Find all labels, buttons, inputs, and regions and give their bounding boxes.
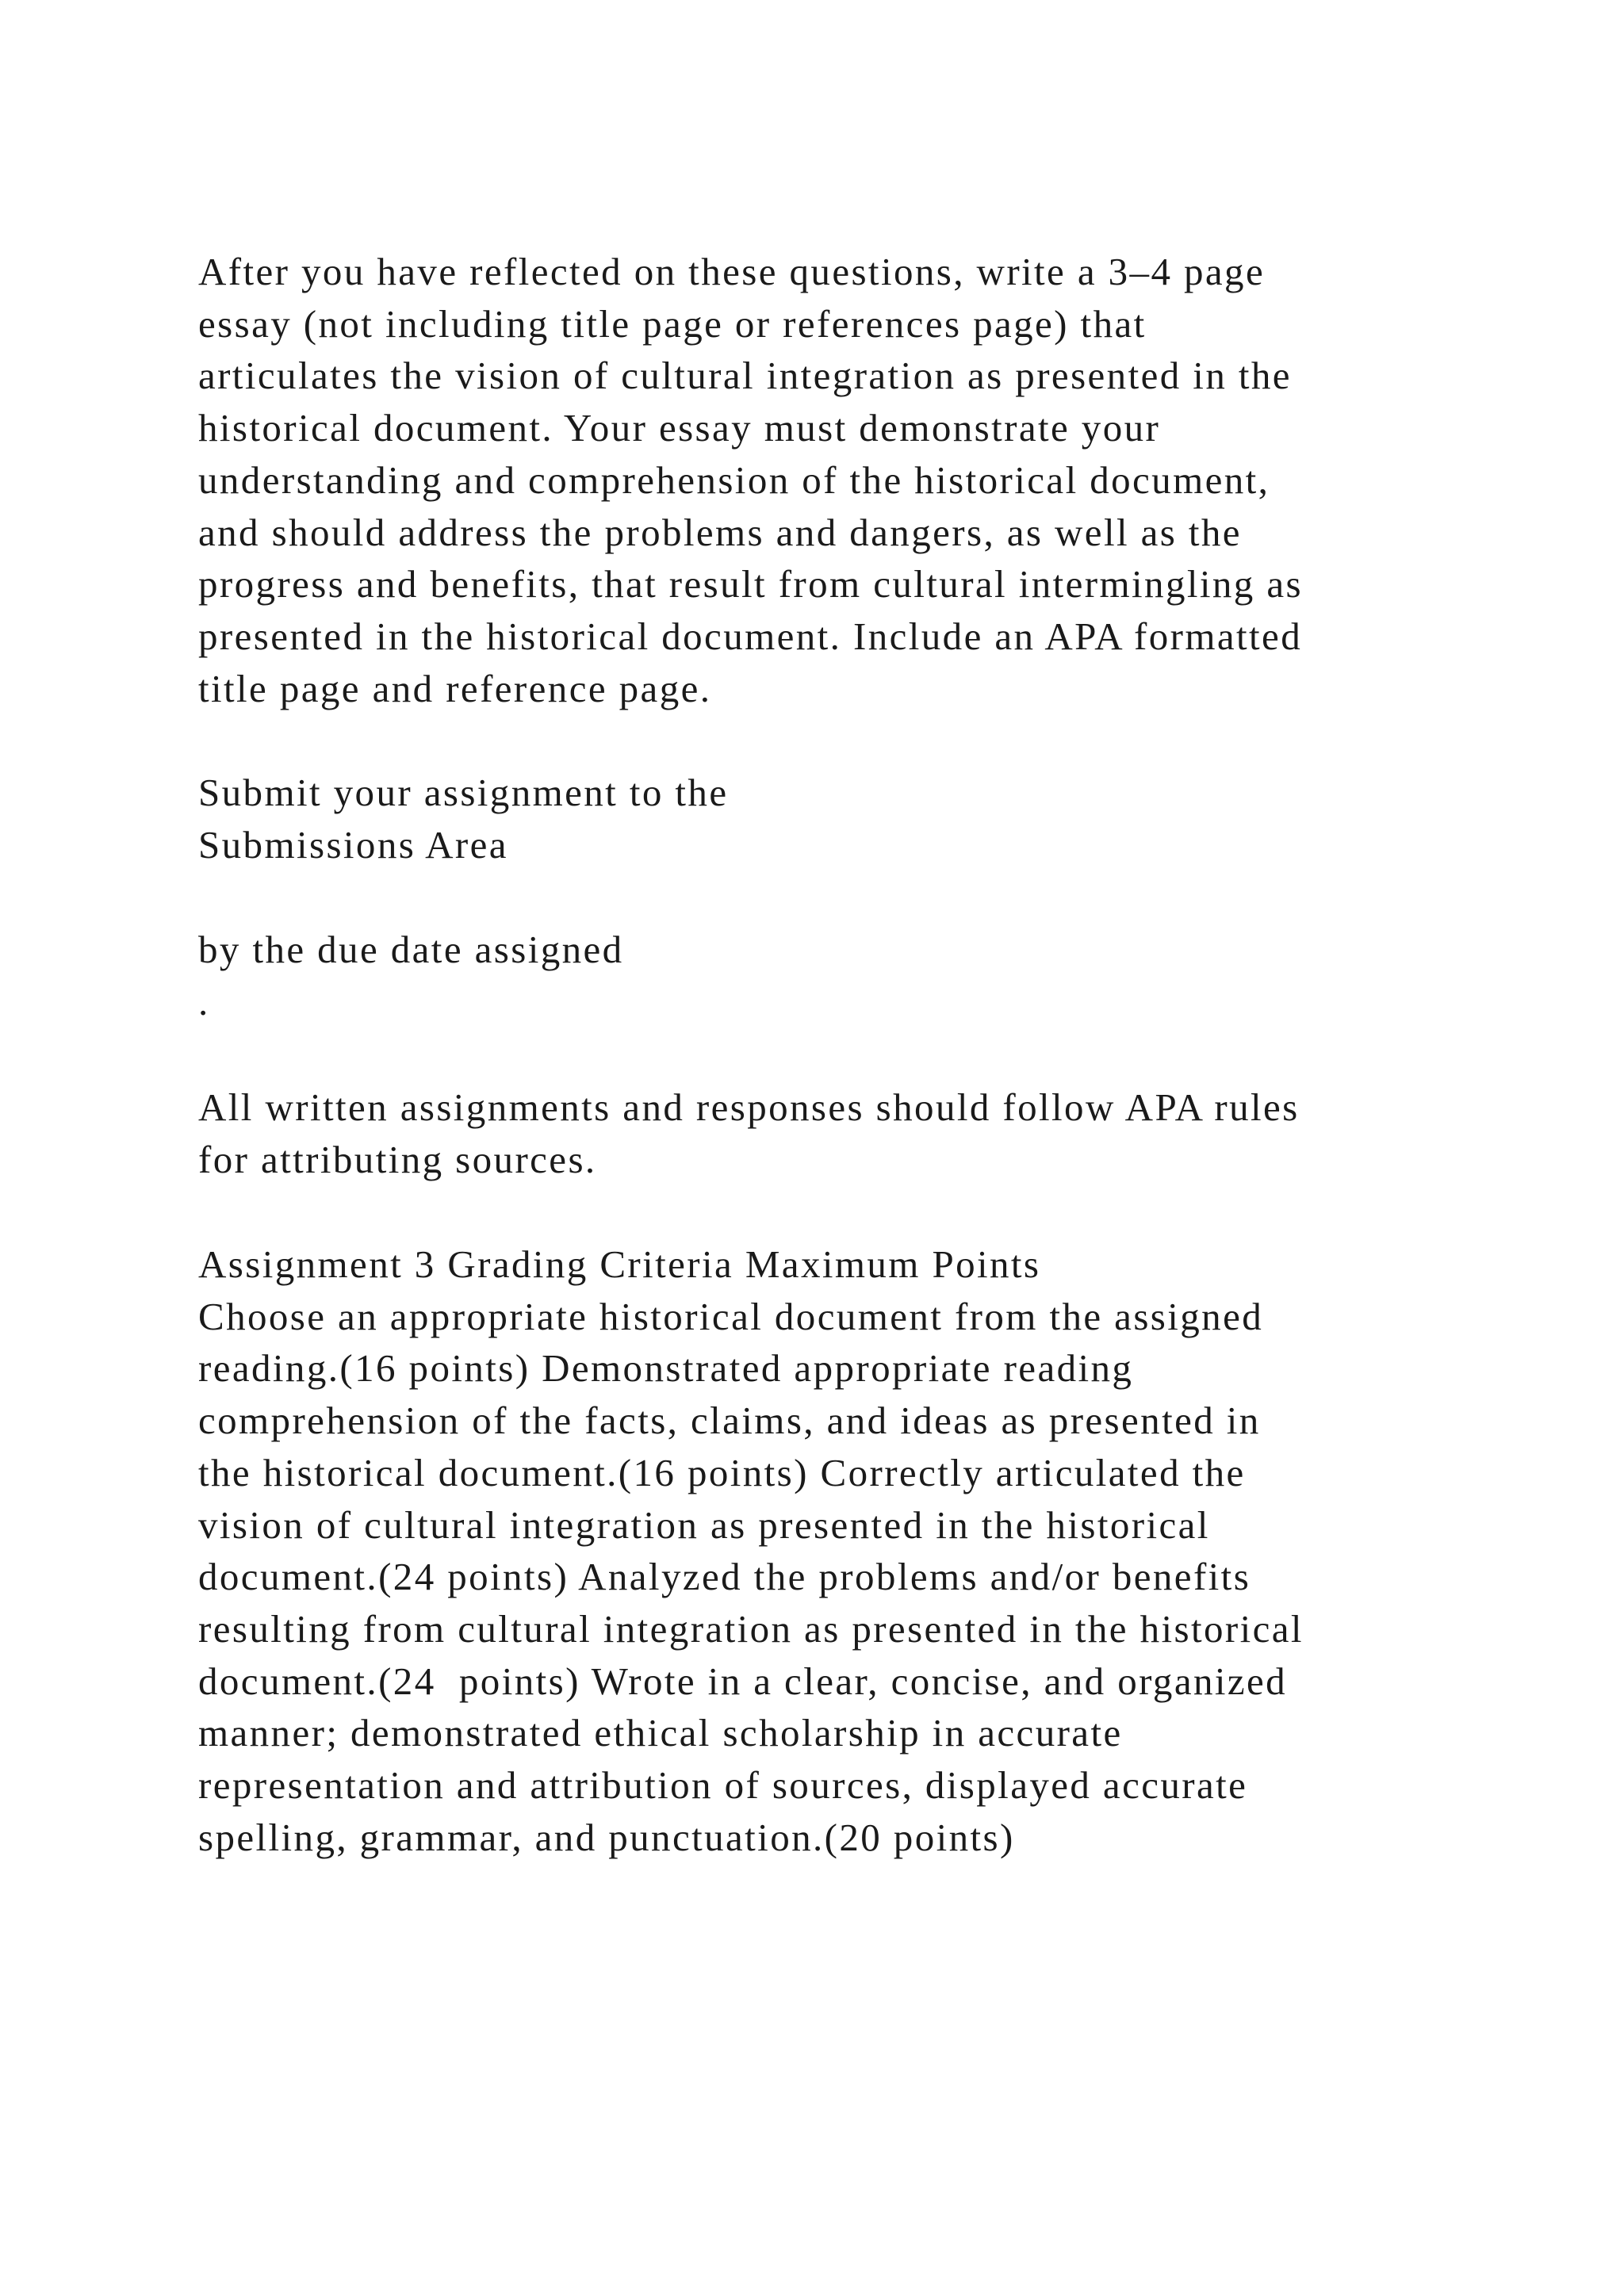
text-line: progress and benefits, that result from cultural intermingling as xyxy=(198,562,1303,607)
text-line: and should address the problems and dangers, as well as the xyxy=(198,510,1242,554)
text-line: . xyxy=(198,979,210,1024)
text-line: essay (not including title page or references page) that xyxy=(198,301,1147,346)
text-line: Assignment 3 Grading Criteria Maximum Points xyxy=(198,1242,1041,1286)
instructions-paragraph xyxy=(198,246,1546,714)
text-line: comprehension of the facts, claims, and ideas as presented in xyxy=(198,1399,1261,1443)
apa-rules-paragraph xyxy=(198,1081,1546,1185)
text-line: the historical document.(16 points) Correctly articulated the xyxy=(198,1450,1246,1494)
text-line: spelling, grammar, and punctuation.(20 points) xyxy=(198,1815,1015,1859)
text-line: understanding and comprehension of the historical document, xyxy=(198,457,1270,502)
text-line: Choose an appropriate historical document from the assigned xyxy=(198,1294,1264,1338)
text-line: presented in the historical document. Include an APA formatted xyxy=(198,614,1303,658)
text-line: Submissions Area xyxy=(198,822,508,867)
text-line: by the due date assigned xyxy=(198,928,624,971)
text-line: representation and attribution of sources, displayed accurate xyxy=(198,1763,1248,1808)
text-line: articulates the vision of cultural integration as presented in the xyxy=(198,354,1292,398)
submit-instruction xyxy=(198,767,1546,871)
text-line: title page and reference page. xyxy=(198,666,712,710)
text-line: document.(24 points) Analyzed the problems and/or benefits xyxy=(198,1555,1251,1599)
text-line: for attributing sources. xyxy=(198,1137,597,1181)
text-line: manner; demonstrated ethical scholarship in accurate xyxy=(198,1711,1123,1755)
text-line: vision of cultural integration as presented in the historical xyxy=(198,1502,1210,1547)
due-date-instruction xyxy=(198,924,1546,1027)
text-line: Submit your assignment to the xyxy=(198,771,729,814)
text-line: document.(24 points) Wrote in a clear, concise, and organized xyxy=(198,1659,1288,1703)
text-line: reading.(16 points) Demonstrated appropriate reading xyxy=(198,1346,1134,1391)
grading-criteria-paragraph xyxy=(198,1238,1546,1863)
text-line: After you have reflected on these questions, write a 3–4 page xyxy=(198,250,1266,293)
text-line: All written assignments and responses should follow APA rules xyxy=(198,1085,1300,1129)
text-line: historical document. Your essay must demonstrate your xyxy=(198,406,1161,450)
text-line: resulting from cultural integration as presented in the historical xyxy=(198,1606,1304,1651)
